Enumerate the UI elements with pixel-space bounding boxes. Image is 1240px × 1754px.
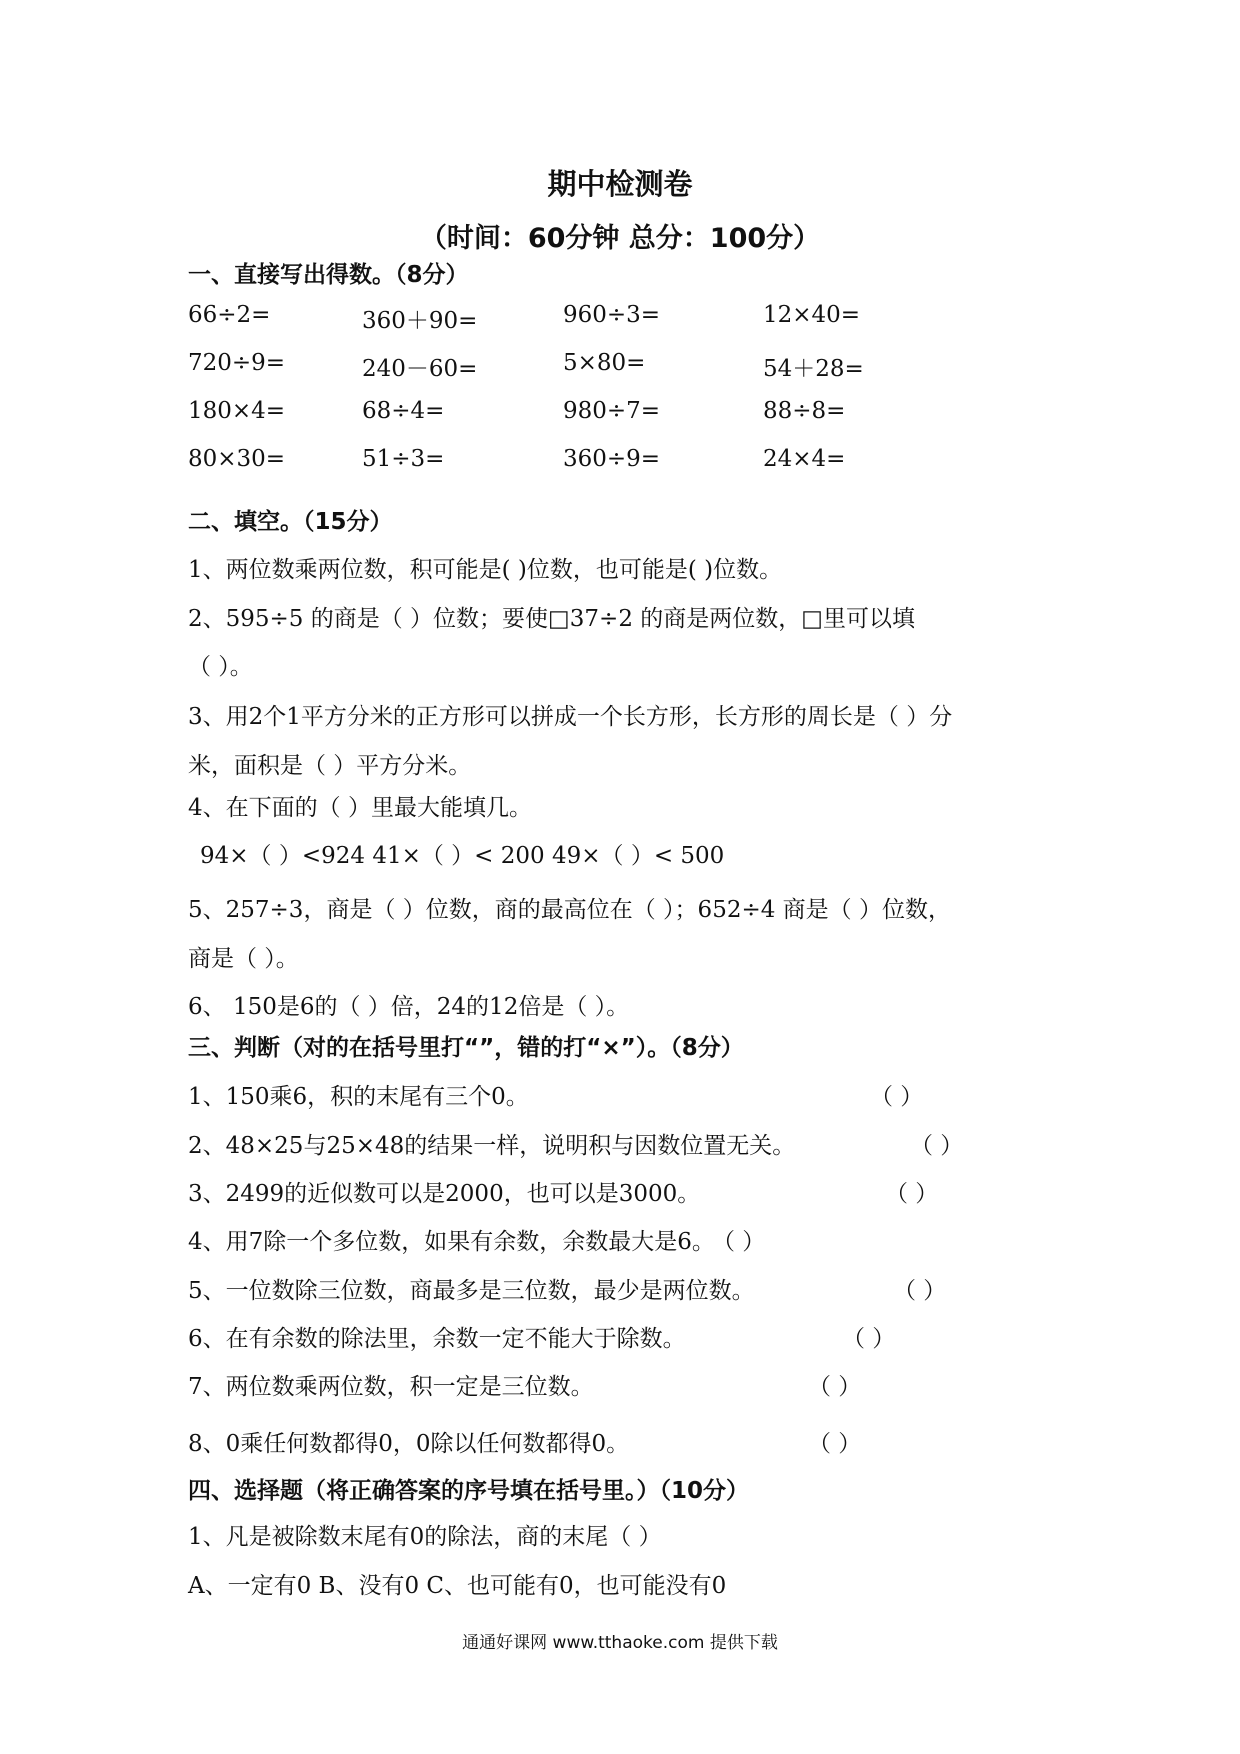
- choice-options: A、一定有0 B、没有0 C、也可能有0，也可能没有0: [188, 1573, 727, 1599]
- fill-question-6: 6、 150是6的（ ）倍，24的12倍是（ ）。: [188, 994, 630, 1020]
- calc-item: 12×40=: [763, 302, 861, 328]
- answer-bracket[interactable]: （ ）: [870, 1084, 924, 1110]
- section-2-heading: 二、填空。（15分）: [188, 509, 393, 535]
- exam-info: （时间：60分钟 总分：100分）: [419, 223, 821, 254]
- fill-question-2-cont: （ ）。: [188, 654, 253, 680]
- answer-bracket[interactable]: （ ）: [910, 1133, 964, 1159]
- judge-item-4: 4、用7除一个多位数，如果有余数，余数最大是6。: [188, 1229, 715, 1255]
- answer-bracket[interactable]: （ ）: [893, 1278, 947, 1304]
- fill-question-3: 3、用2个1平方分米的正方形可以拼成一个长方形，长方形的周长是（ ）分: [188, 704, 953, 730]
- fill-question-3-cont: 米，面积是（ ）平方分米。: [188, 753, 472, 779]
- fill-question-5: 5、257÷3，商是（ ）位数，商的最高位在（ ）；652÷4 商是（ ）位数，: [188, 897, 951, 923]
- section-1-heading: 一、直接写出得数。（8分）: [188, 262, 469, 288]
- calc-item: 240－60=: [362, 356, 478, 382]
- judge-item-1: 1、150乘6，积的末尾有三个0。: [188, 1084, 529, 1110]
- answer-bracket[interactable]: （ ）: [712, 1229, 766, 1255]
- answer-bracket[interactable]: （ ）: [885, 1181, 939, 1207]
- calc-item: 54＋28=: [763, 356, 864, 382]
- calc-item: 360÷9=: [563, 446, 661, 472]
- fill-question-4-items: 94×（ ）<924 41×（ ）< 200 49×（ ）< 500: [200, 843, 725, 869]
- calc-item: 180×4=: [188, 398, 286, 424]
- calc-item: 980÷7=: [563, 398, 661, 424]
- judge-item-8: 8、0乘任何数都得0，0除以任何数都得0。: [188, 1431, 630, 1457]
- fill-question-1: 1、两位数乘两位数，积可能是( )位数，也可能是( )位数。: [188, 557, 783, 583]
- calc-item: 24×4=: [763, 446, 846, 472]
- calc-item: 51÷3=: [362, 446, 445, 472]
- answer-bracket[interactable]: （ ）: [808, 1374, 862, 1400]
- judge-item-3: 3、2499的近似数可以是2000，也可以是3000。: [188, 1181, 701, 1207]
- footer-source: 通通好课网 www.tthaoke.com 提供下载: [462, 1633, 778, 1653]
- calc-item: 80×30=: [188, 446, 286, 472]
- judge-item-2: 2、48×25与25×48的结果一样，说明积与因数位置无关。: [188, 1133, 796, 1159]
- choice-question-1: 1、凡是被除数末尾有0的除法，商的末尾（ ）: [188, 1524, 662, 1550]
- judge-item-7: 7、两位数乘两位数，积一定是三位数。: [188, 1374, 594, 1400]
- answer-bracket[interactable]: （ ）: [808, 1431, 862, 1457]
- fill-question-5-cont: 商是（ ）。: [188, 946, 299, 972]
- calc-item: 66÷2=: [188, 302, 271, 328]
- calc-item: 360＋90=: [362, 308, 478, 334]
- calc-item: 88÷8=: [763, 398, 846, 424]
- calc-item: 5×80=: [563, 350, 646, 376]
- fill-question-2: 2、595÷5 的商是（ ）位数；要使□37÷2 的商是两位数，□里可以填: [188, 606, 916, 632]
- section-4-heading: 四、选择题（将正确答案的序号填在括号里。）（10分）: [188, 1478, 750, 1504]
- answer-bracket[interactable]: （ ）: [842, 1326, 896, 1352]
- section-3-heading: 三、判断（对的在括号里打“”，错的打“×”）。（8分）: [188, 1035, 744, 1061]
- judge-item-5: 5、一位数除三位数，商最多是三位数，最少是两位数。: [188, 1278, 755, 1304]
- calc-item: 720÷9=: [188, 350, 286, 376]
- calc-item: 68÷4=: [362, 398, 445, 424]
- judge-item-6: 6、在有余数的除法里，余数一定不能大于除数。: [188, 1326, 686, 1352]
- calc-item: 960÷3=: [563, 302, 661, 328]
- page-title: 期中检测卷: [547, 167, 693, 201]
- fill-question-4: 4、在下面的（ ）里最大能填几。: [188, 795, 532, 821]
